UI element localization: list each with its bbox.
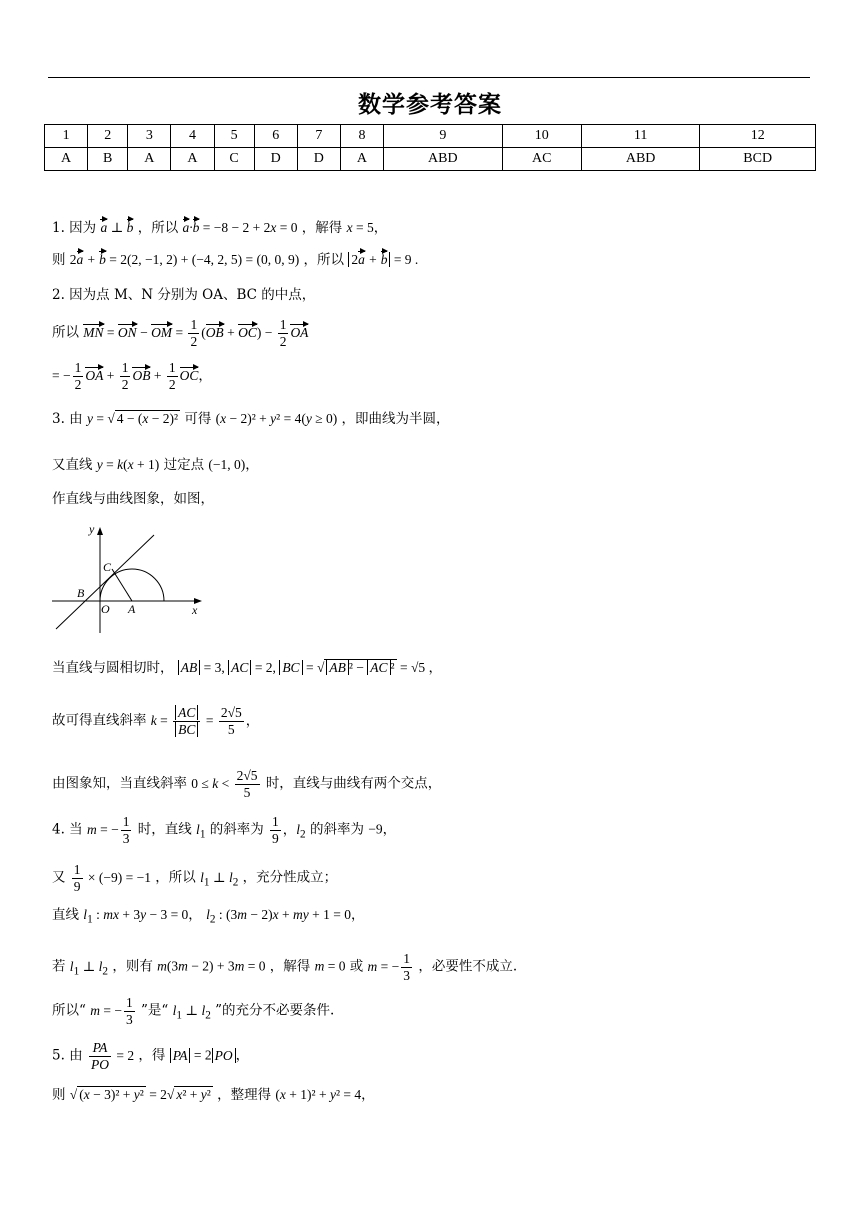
question-number-cell: 10: [502, 125, 581, 148]
solution-5-line-1: 5. 由 $\frac{PA}{PO}$ = 2 ，得 PA = 2 PO ，: [52, 1040, 250, 1072]
header-rule: [48, 77, 810, 78]
page-title: 数学参考答案: [358, 92, 502, 118]
y-axis-arrow: [97, 527, 103, 535]
answer-table-answer-row: [45, 148, 816, 171]
answer-cell: BCD: [700, 148, 816, 171]
graph-label-c: C: [103, 560, 112, 574]
question-number-cell: 7: [297, 125, 340, 148]
answer-table: [44, 124, 816, 171]
answer-cell: C: [214, 148, 254, 171]
graph-label-y: y: [89, 522, 95, 536]
solution-2-line-2: 所以 MN = ON − OM = $\frac{1}{2}$ (OB + OC) − $\frac{1}{2}$ OA: [52, 317, 309, 349]
answer-cell: D: [254, 148, 297, 171]
question-number-cell: 1: [45, 125, 88, 148]
question-number-cell: 4: [171, 125, 214, 148]
question-number-cell: 8: [340, 125, 383, 148]
answer-cell: A: [171, 148, 214, 171]
radius-ac: [112, 569, 132, 601]
answer-cell: AC: [502, 148, 581, 171]
answer-cell: A: [340, 148, 383, 171]
solution-3-line-4: 当直线与圆相切时， AB = 3, AC = 2, BC = √ AB ² − AC ² = √5 ，: [52, 660, 443, 676]
solution-4-line-4: 若 $l_1$ ⊥ $l_2$ ，则有 m(3m − 2) + 3m = 0 ，解得 m = 0 或 m = − $\frac{1}{3}$ ，必要性不成立.: [52, 951, 518, 983]
semicircle-line-figure: [52, 521, 212, 636]
solution-4-line-1: 4. 当 m = − $\frac{1}{3}$ 时，直线 $l_1$ 的斜率为 $\frac{1}{9}$ ，$l_2$ 的斜率为 −9，: [52, 814, 397, 846]
graph-label-a: A: [128, 602, 136, 616]
question-number-cell: 2: [88, 125, 128, 148]
solution-1-line-2: 则 2a + b = 2(2, −1, 2) + (−4, 2, 5) = (0, 0, 9) ，所以 2a + b = 9 .: [52, 249, 418, 271]
solution-1-line-1: 1. 因为 a ⊥ b ，所以 a·b = −8 − 2 + 2x = 0 ，解得 x = 5，: [52, 217, 387, 239]
answer-cell: D: [297, 148, 340, 171]
question-number-cell: 5: [214, 125, 254, 148]
answer-cell: ABD: [581, 148, 700, 171]
question-number-cell: 6: [254, 125, 297, 148]
solution-4-line-5: 所以“ m = − $\frac{1}{3}$ ”是“ $l_1$ ⊥ $l_2$ ”的充分不必要条件.: [52, 995, 335, 1027]
answer-cell: A: [45, 148, 88, 171]
solution-3-line-5: 故可得直线斜率 k = $\frac{AC}{BC}$ = $\frac{2√5}{5}$ ，: [52, 705, 260, 737]
solution-3-line-2: 又直线 y = k(x + 1) 过定点 (−1, 0)，: [52, 457, 259, 473]
solution-5-line-2: 则 √ (x − 3)² + y² = 2√ x² + y² ，整理得 (x + 1)² + y² = 4，: [52, 1087, 375, 1103]
question-number-cell: 11: [581, 125, 700, 148]
question-number-cell: 3: [128, 125, 171, 148]
answer-table-number-row: [45, 125, 816, 148]
answer-cell: B: [88, 148, 128, 171]
question-number-cell: 9: [384, 125, 503, 148]
graph-label-o: O: [101, 602, 110, 616]
solution-3-line-1: 3. 由 y = √ 4 − (x − 2)² 可得 (x − 2)² + y² = 4(y ≥ 0) ，即曲线为半圆，: [52, 411, 450, 427]
answer-cell: A: [128, 148, 171, 171]
answer-cell: ABD: [384, 148, 503, 171]
graph-label-b: B: [77, 586, 85, 600]
solution-4-line-2: 又 $\frac{1}{9}$ × (−9) = −1 ，所以 $l_1$ ⊥ $l_2$ ，充分性成立；: [52, 862, 338, 894]
graph-label-x: x: [192, 603, 198, 617]
solution-4-line-3: 直线 $l_1$ : mx + 3y − 3 = 0， $l_2$ : (3m − 2)x + my + 1 = 0，: [52, 907, 365, 926]
solution-3-line-3: 作直线与曲线图象，如图，: [52, 491, 214, 507]
solution-2-line-3: = − $\frac{1}{2}$ OA + $\frac{1}{2}$ OB + $\frac{1}{2}$ OC，: [52, 360, 212, 392]
solution-2-line-1: 2. 因为点 M、N 分别为 OA、BC 的中点，: [52, 287, 316, 303]
solution-3-line-6: 由图象知，当直线斜率 0 ≤ k < $\frac{2√5}{5}$ 时，直线与曲线有两个交点，: [52, 768, 442, 800]
question-number-cell: 12: [700, 125, 816, 148]
